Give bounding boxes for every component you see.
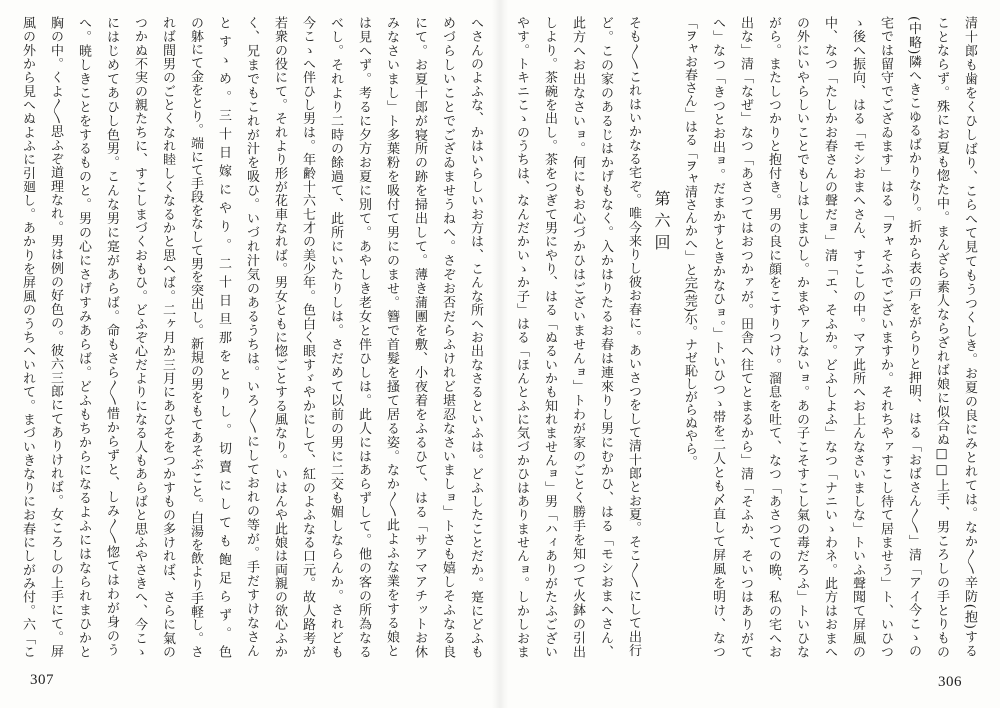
- text-column: れば間男のごとくなれ睦しくなるかと思へば。二ヶ月か三月にあひそをつかすもの多ければ、さらに氣の: [160, 16, 175, 658]
- text-column: の躰にて金をとり。端にて手段をなして男を突出し。新規の男をもてあそぶこと。白湯を飲より手軽し。さ: [188, 16, 203, 658]
- gutter: [492, 0, 508, 708]
- page-307-text: [13, 16, 489, 660]
- text-column: にて。お夏十郎が寝所の跡を掃出して。薄き蒲團を敷、小夜着をふるひて、はる「サアマアチットお休: [412, 16, 427, 658]
- text-column: 中、なつ「たしかお春さんの聲だョ」清「エ、そふか。どふしよふ」なつ「ナニいゝわネ。此方はおまへ: [822, 16, 837, 658]
- left-page-columns: [13, 16, 489, 660]
- text-column: ど。この家のあるじはかげもなく。入かはりたるお春は連來りし男にむかひ、はる「モシおまへさん、: [598, 16, 613, 658]
- text-column: 宅では留守でござゐます」はる「ヲャそふでございますか。それちやァすこし待て居ませう」ト、いひつ: [878, 16, 893, 658]
- page-306-text: [507, 16, 983, 660]
- chapter-heading: 第六回: [652, 190, 671, 256]
- text-column: 「ヲャお春さん」はる「ヲャ清さんかへ」と完(莞)尓。ナゼ恥しがらぬやら。: [682, 16, 697, 469]
- text-column: 若衆の役にて。それより形が花車なれば。男女ともに惚ごとする風なり。いはんや此娘は両親の欲心ふか: [272, 16, 287, 658]
- text-column: へさんのよふな、かはいらしいお方は、こんな所へお出なさるといふは。どふしたことだか。寔にどふも: [468, 16, 483, 658]
- text-column: へ。暁しきことをするものと。男の心にさげすみあらば。どふもちからになるよふにはなられまひかと: [76, 16, 91, 658]
- chapter-start-columns: [507, 16, 647, 660]
- text-column: ことならず。殊にお夏も惚た中。まんざら素人ならざれば娘に似合ぬ□□上手、男ころしの手とりもの: [934, 16, 949, 659]
- text-column: は見へず。考るに夕方お夏に別て。あやしき老女と伴ひしは。此人にはあらずして。他の客の所為なる: [356, 16, 371, 659]
- text-column: みなさいまし」ト多葉粉を吸付て男にのませ。簪で首髮を搔て居る姿。なか〳〵此よふな業をする娘と: [384, 16, 399, 659]
- text-column: がら。またしつかりと抱付き。男の良に顔をこすりつけ。溜息を吐て、なつ「あさつての晩、私の宅へお: [766, 16, 781, 658]
- text-column: にはじめてあひし色男。こんな男に寔があらば。命もさら〳〵惜からずと、しみ〳〵惚てはわが身のう: [104, 16, 119, 658]
- text-column: へ」なつ「きつとお出ョ。だまかすときかなひョ。」トいひつゝ帯を二人とも〆直して屏風を明け、なつ: [710, 16, 725, 658]
- text-column: つかぬ不実の親たちに、すこしまづくおもひ。どふぞ心だよりになる人もあらばと思ふやさきへ、今こゝ: [132, 16, 147, 658]
- text-column: 今こゝへ伴ひし男は。年齢十六七才の美少年。色白く眼すゞやかにして、紅のよふなる口元。故人路考が: [300, 16, 315, 658]
- text-column: ゝ後へ振向、はる「モシおまへさん、すこしの中。マア此所へお上んなさいましな」トいふ聲聞て屏風の: [850, 16, 865, 658]
- page-number-right: 306: [938, 674, 962, 690]
- text-column: 出な」清「なぜ」なつ「あさつてはおつかァが。田舎へ往てとまるから」清「そふか、そいつはありがて: [738, 16, 753, 658]
- text-column: (中略)隣へきこゆるばかりなり。折から表の戸をがらりと押明、はる「おばさん〳〵」清「アイ今こゝの: [906, 16, 921, 658]
- text-column: べし。それより二時の餘過て、此所にいたりしは。さだめて以前の男に二交も媚しならんか。されども: [328, 16, 343, 658]
- text-column: そも〳〵これはいかなる宅ぞ。唯今来りし彼お春に。あいさつをして清十郎とお夏。そこ〳〵にして出行: [626, 16, 641, 658]
- text-column: く、兄までもこれが汁を吸ひ。いづれ汁気のあるうちは。いろ〳〵にしておれの等が。手だすけなさん: [244, 16, 259, 658]
- text-column: 此方へお出なさいョ。何にもお心づかひはございませんョ」トわが家のごとく勝手を知つて火鉢の引出: [570, 16, 585, 659]
- text-column: やす。トキニこゝのうちは、なんだかいゝか子」はる「ほんとふに気づかひはありませんョ。しかしおま: [514, 16, 529, 658]
- text-column: とすゝめ。三十日嫁にやり。二十日旦那をとりし。切賣にしても飽足らず。色: [216, 16, 231, 658]
- text-column: 胸の中。くよ〳〵思ふぞ道理なれ。男は例の好色の。彼六三郎にてありければ。女ころしの上手にて。屏: [48, 16, 63, 658]
- section-end-columns: [675, 16, 983, 660]
- page-number-left: 307: [30, 672, 54, 688]
- text-column: 風の外から見へぬよふに引廻し。あかりを屏風のうちへいれて。まづいきなりにお春にしがみ付。六「こ: [20, 16, 35, 658]
- text-column: めづらしいことでござゐませうねへ。さぞお否だらふけれど堪忍なさいましョ」トさも嬉しそふなる良: [440, 16, 455, 658]
- text-column: の外にいやらしいことでもしはしまひし。かまやァしないョ。あの子こそすこし氣の毒だろふ」トいひな: [794, 16, 809, 658]
- text-column: しより。茶碗を出し。茶をつぎて男にやり、はる「ぬるいかも知れませんョ」男「ハィありがたふござい: [542, 16, 557, 658]
- text-column: 清十郎も歯をくひしばり、こらへて見てもうつくしき。お夏の良にみとれては。なか〳〵辛防(抱)する: [962, 16, 977, 658]
